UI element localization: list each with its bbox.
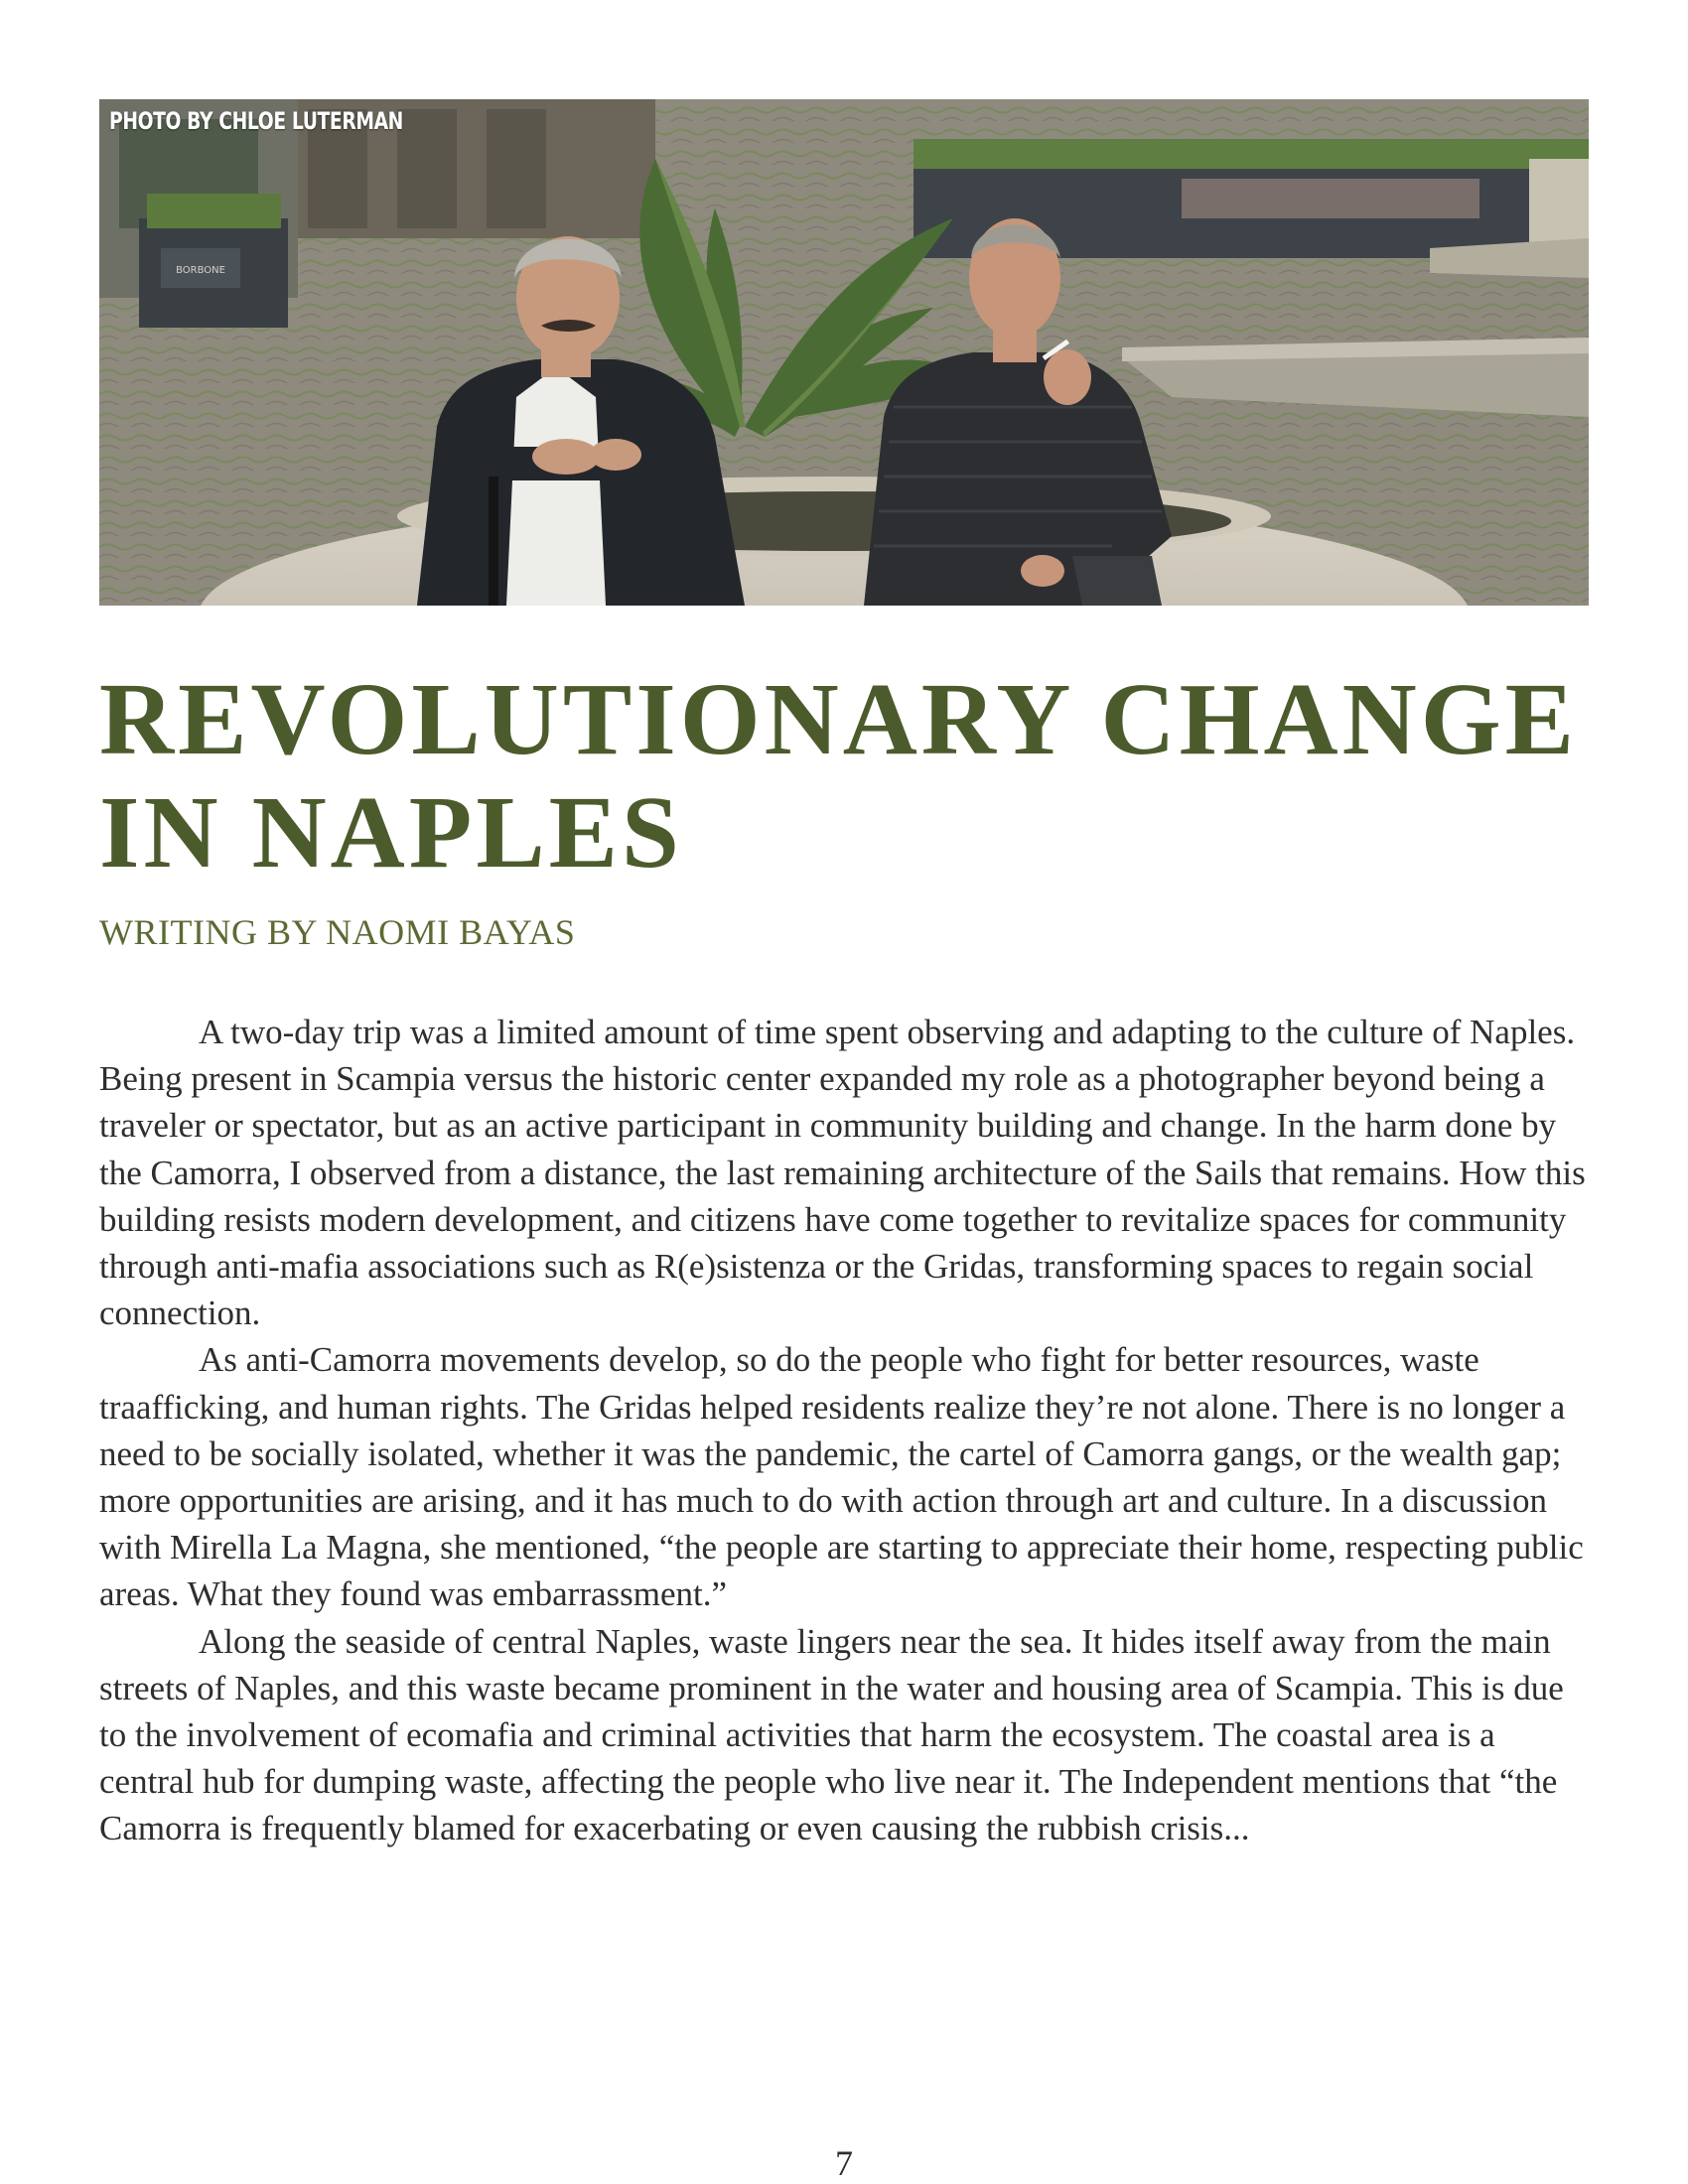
title-line-1: REVOLUTIONARY CHANGE bbox=[99, 662, 1578, 776]
article-title bbox=[99, 663, 1589, 889]
paragraph: A two-day trip was a limited amount of time spent observing and adapting to the culture of Naples. Being present in Scampia versus the historic center expanded my role as a photographer beyond being a traveler or spectator, but as an active participant in community building and change. In the harm done by the Camorra, I observed from a distance, the last remaining architecture of the Sails that remains. How this building resists modern development, and citizens have come together to revitalize spaces for community through anti-mafia associations such as R(e)sistenza or the Gridas, transforming spaces to regain social connection. bbox=[99, 1013, 1586, 1333]
photo-credit: PHOTO BY CHLOE LUTERMAN bbox=[109, 107, 403, 135]
planter-sign: BORBONE bbox=[176, 265, 225, 276]
title-line-2: IN NAPLES bbox=[99, 775, 683, 889]
page-number: 7 bbox=[835, 2143, 853, 2183]
byline: WRITING BY NAOMI BAYAS bbox=[99, 912, 576, 952]
paragraph: Along the seaside of central Naples, waste lingers near the sea. It hides itself away from the main streets of Naples, and this waste became prominent in the water and housing area of Scampia. This is due to the involvement of ecomafia and criminal activities that harm the ecosystem. The coastal area is a central hub for dumping waste, affecting the people who live near it. The Independent mentions that “the Camorra is frequently blamed for exacerbating or even causing the rubbish crisis... bbox=[99, 1621, 1564, 1848]
paragraph: As anti-Camorra movements develop, so do the people who fight for better resources, waste traafficking, and human rights. The Gridas helped residents realize they’re not alone. There is no longer a need to be socially isolated, whether it was the pandemic, the cartel of Camorra gangs, or the wealth gap; more opportunities are arising, and it has much to do with action through art and culture. In a discussion with Mirella La Magna, she mentioned, “the people are starting to appreciate their home, respecting public areas. What they found was embarrassment.” bbox=[99, 1340, 1584, 1614]
article-body bbox=[99, 1009, 1589, 1852]
photo-illustration bbox=[99, 99, 1589, 606]
hero-photo bbox=[99, 99, 1589, 606]
